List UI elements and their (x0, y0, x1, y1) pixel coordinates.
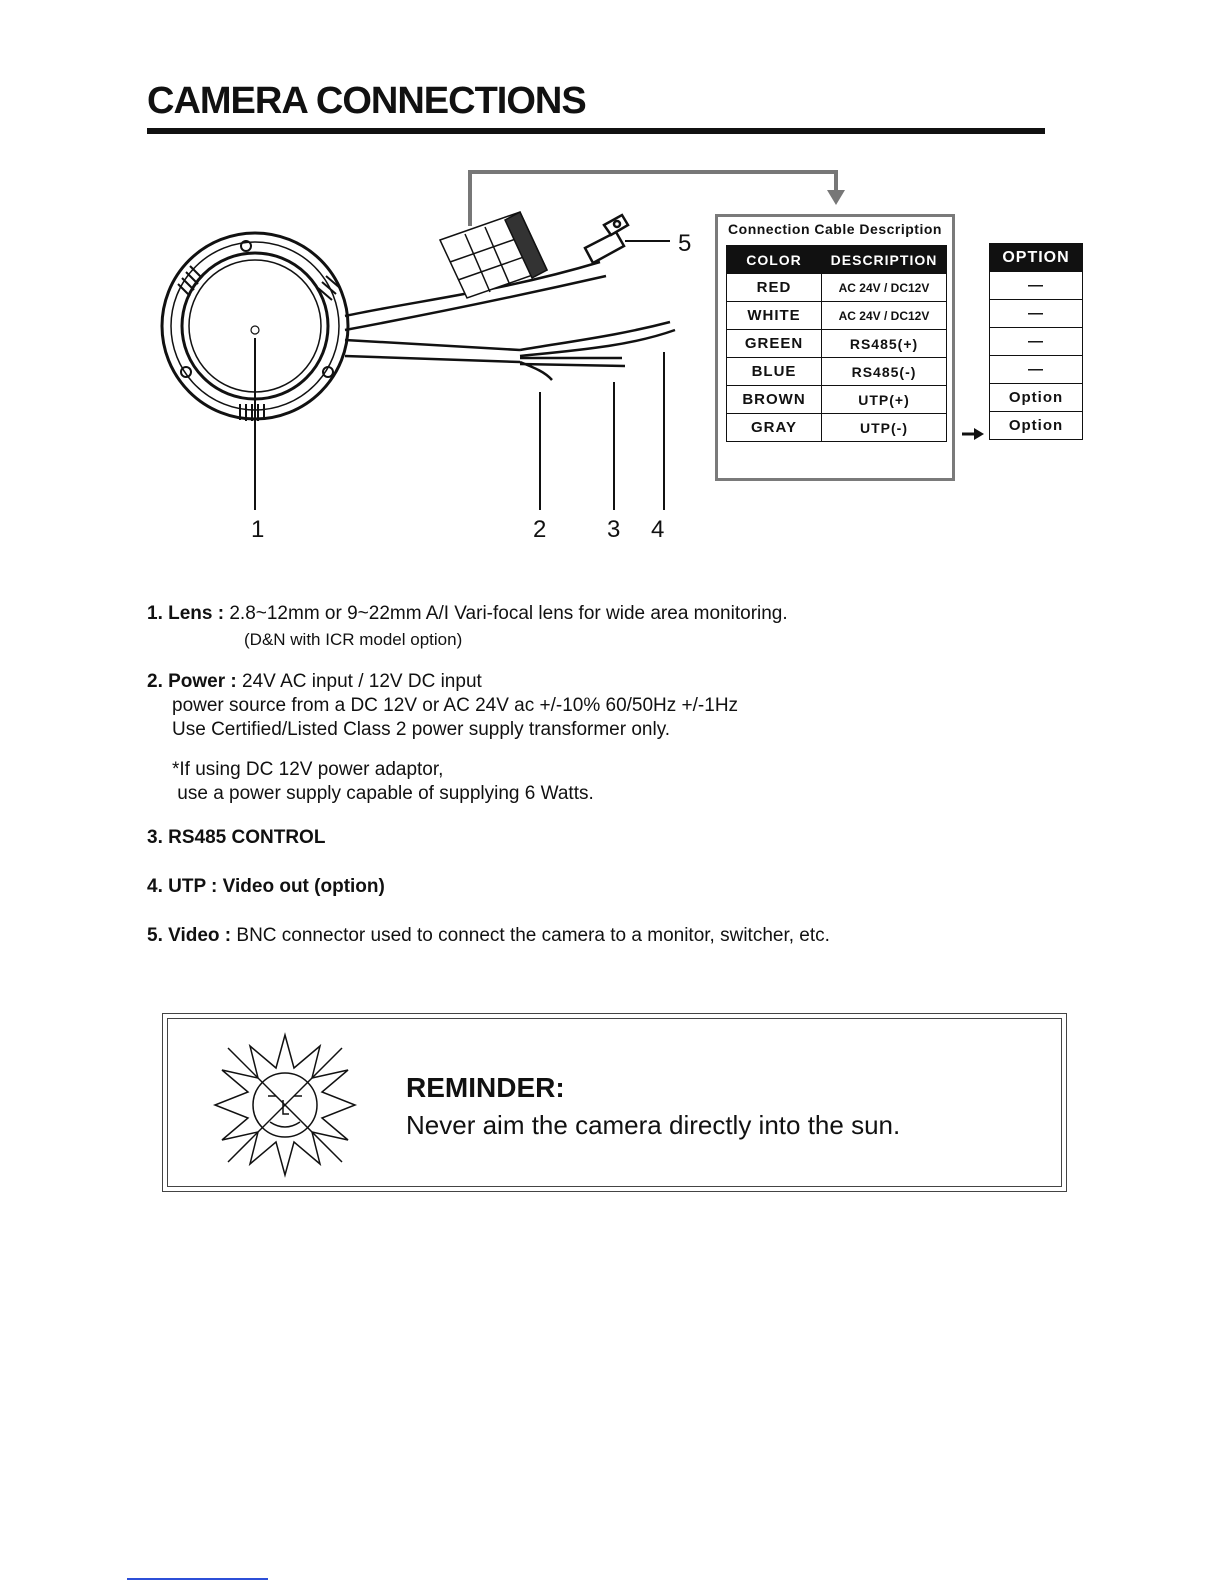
item-power-label: 2. Power : (147, 671, 237, 692)
item-lens-label: 1. Lens : (147, 603, 225, 624)
cell-color: WHITE (727, 302, 822, 330)
page-title: CAMERA CONNECTIONS (147, 80, 586, 122)
table-row (727, 386, 947, 414)
item-lens (147, 602, 788, 625)
footer-underline (127, 1578, 268, 1580)
reminder-text: Never aim the camera directly into the sun. (406, 1110, 901, 1140)
cable-label-tag (440, 212, 547, 298)
option-table (989, 243, 1083, 440)
cable-table-title: Connection Cable Description (728, 221, 942, 237)
option-cell: Option (990, 384, 1083, 412)
item-power-line4: *If using DC 12V power adaptor, (172, 759, 444, 780)
item-power-text: 24V AC input / 12V DC input (236, 671, 482, 692)
cell-color: RED (727, 274, 822, 302)
table-row (727, 302, 947, 330)
cell-color: GREEN (727, 330, 822, 358)
item-lens-text: 2.8~12mm or 9~22mm A/I Vari-focal lens for wide area monitoring. (224, 603, 788, 624)
option-cell: — (990, 356, 1083, 384)
cell-description: UTP(+) (822, 386, 947, 414)
item-power-line2: power source from a DC 12V or AC 24V ac +/-10% 60/50Hz +/-1Hz (172, 695, 739, 716)
header-color: COLOR (727, 246, 822, 274)
cell-description: RS485(+) (822, 330, 947, 358)
table-row (727, 358, 947, 386)
callout-1: 1 (251, 516, 265, 543)
option-cell: — (990, 328, 1083, 356)
cell-description: AC 24V / DC12V (822, 302, 947, 330)
table-row (727, 330, 947, 358)
cell-description: AC 24V / DC12V (822, 274, 947, 302)
option-header: OPTION (990, 244, 1083, 272)
item-power (147, 670, 482, 693)
cell-color: GRAY (727, 414, 822, 442)
callout-5: 5 (678, 230, 692, 257)
callout-4: 4 (651, 516, 665, 543)
item-lens-note: (D&N with ICR model option) (244, 630, 463, 649)
cell-description: UTP(-) (822, 414, 947, 442)
cell-color: BROWN (727, 386, 822, 414)
arrow-head (827, 190, 845, 205)
callout-3: 3 (607, 516, 621, 543)
header-description: DESCRIPTION (822, 246, 947, 274)
cell-description: RS485(-) (822, 358, 947, 386)
reminder-title: REMINDER: (406, 1072, 565, 1103)
sun-warning-icon (210, 1030, 360, 1180)
item-video-text: BNC connector used to connect the camera to a monitor, switcher, etc. (231, 925, 830, 946)
connection-cable-table (715, 214, 955, 481)
item-power-line3: Use Certified/Listed Class 2 power supply transformer only. (172, 719, 671, 740)
option-cell: — (990, 272, 1083, 300)
table-row (727, 414, 947, 442)
callout-2: 2 (533, 516, 547, 543)
bnc-connector (585, 215, 628, 263)
cable-table (726, 245, 947, 442)
item-video (147, 924, 830, 947)
cell-color: BLUE (727, 358, 822, 386)
table-row (727, 274, 947, 302)
item-utp: 4. UTP : Video out (option) (147, 876, 385, 897)
item-power-line5: use a power supply capable of supplying 6 Watts. (172, 783, 594, 804)
item-rs485: 3. RS485 CONTROL (147, 827, 326, 848)
option-cell: Option (990, 412, 1083, 440)
option-arrow (962, 428, 984, 440)
item-video-label: 5. Video : (147, 925, 232, 946)
option-cell: — (990, 300, 1083, 328)
table-header-row (727, 246, 947, 274)
